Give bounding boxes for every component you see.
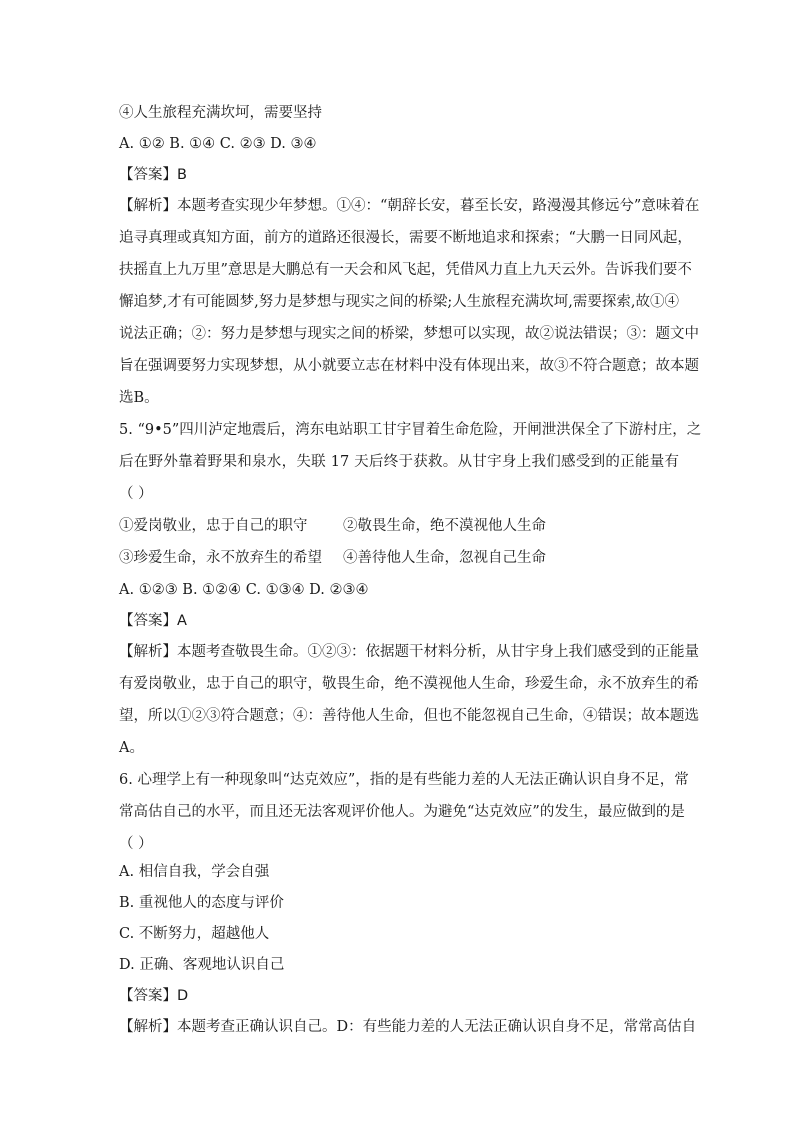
text-line: A. ①②③ B. ①②④ C. ①③④ D. ②③④	[119, 582, 369, 598]
text-line: 5. “9•5”四川泸定地震后，湾东电站职工甘宇冒着生命危险，开闸泄洪保全了下游村庄，之	[119, 422, 702, 438]
text-line: 常高估自己的水平，而且还无法客观评价他人。为避免“达克效应”的发生，最应做到的是	[119, 804, 685, 820]
text-line: 后在野外靠着野果和泉水，失联 17 天后终于获救。从甘宇身上我们感受到的正能量有	[119, 454, 679, 470]
text-line: 【解析】本题考查正确认识自己。D：有些能力差的人无法正确认识自身不足，常常高估自	[119, 1019, 697, 1035]
text-line: 有爱岗敬业，忠于自己的职守，敬畏生命，绝不漠视他人生命，珍爱生命，永不放弃生的希	[119, 676, 699, 692]
text-line: 【解析】本题考查敬畏生命。①②③：依据题干材料分析，从甘宇身上我们感受到的正能量	[119, 644, 699, 660]
text-line: 【答案】A	[119, 613, 187, 629]
text-line: 【解析】本题考查实现少年梦想。①④：“朝辞长安，暮至长安，路漫漫其修远兮”意味着在	[119, 198, 700, 214]
option-left: ①爱岗敬业，忠于自己的职守	[119, 518, 308, 534]
text-line: （ ）	[119, 836, 153, 852]
text-line: （ ）	[119, 486, 153, 502]
option-left: ③珍爱生命，永不放弃生的希望	[119, 550, 322, 566]
text-line: C. 不断努力，超越他人	[119, 926, 270, 942]
text-line: 追寻真理或真知方面，前方的道路还很漫长，需要不断地追求和探索；“大鹏一日同风起，	[119, 230, 692, 246]
text-line: 选B。	[119, 390, 159, 406]
text-line: A。	[119, 740, 144, 756]
text-line: 望，所以①②③符合题意；④：善待他人生命，但也不能忽视自己生命，④错误；故本题选	[119, 708, 699, 724]
text-line: 6. 心理学上有一种现象叫“达克效应”，指的是有些能力差的人无法正确认识自身不足，常	[119, 772, 689, 788]
text-line: 【答案】D	[119, 988, 189, 1004]
text-line: D. 正确、客观地认识自己	[119, 957, 285, 973]
text-line: 说法正确；②：努力是梦想与现实之间的桥梁，梦想可以实现，故②说法错误；③：题文中	[119, 326, 699, 342]
text-line: A. ①② B. ①④ C. ②③ D. ③④	[119, 136, 317, 152]
text-line: 扶摇直上九万里”意思是大鹏总有一天会和风飞起，凭借风力直上九天云外。告诉我们要不	[119, 262, 692, 278]
text-line: A. 相信自我，学会自强	[119, 864, 270, 880]
text-line: B. 重视他人的态度与评价	[119, 895, 284, 911]
option-right: ④善待他人生命，忽视自己生命	[343, 550, 546, 566]
text-line: 懈追梦,才有可能圆梦,努力是梦想与现实之间的桥梁;人生旅程充满坎坷,需要探索,故①④	[119, 294, 679, 310]
text-line: 【答案】B	[119, 167, 187, 183]
text-line: 旨在强调要努力实现梦想，从小就要立志在材料中没有体现出来，故③不符合题意；故本题	[119, 358, 699, 374]
text-line: ④人生旅程充满坎坷，需要坚持	[119, 105, 322, 121]
option-right: ②敬畏生命，绝不漠视他人生命	[343, 518, 546, 534]
